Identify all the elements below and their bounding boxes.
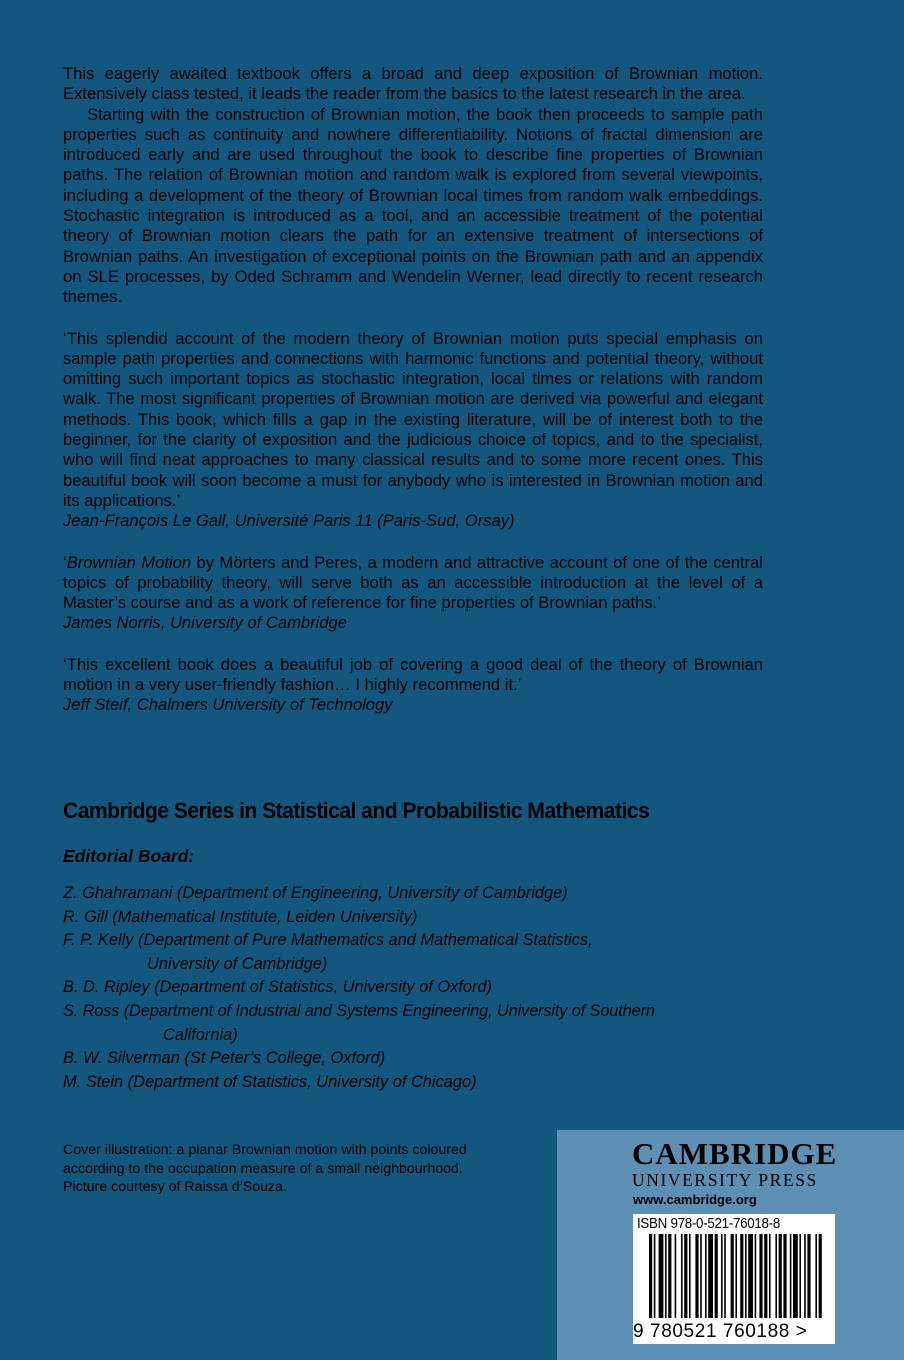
barcode-bar	[740, 1234, 743, 1318]
barcode-bar	[731, 1234, 734, 1318]
publisher-panel	[557, 1130, 904, 1360]
barcode	[633, 1214, 835, 1344]
barcode-bar	[735, 1234, 737, 1318]
ean-digits: 9 780521 760188 >	[633, 1321, 808, 1342]
board-member: M. Stein (Department of Statistics, University of Chicago)	[63, 1072, 477, 1091]
barcode-bar	[708, 1234, 713, 1318]
barcode-bar	[668, 1234, 671, 1318]
description-block	[63, 64, 763, 716]
barcode-bar	[649, 1234, 652, 1318]
barcode-bar	[654, 1234, 656, 1318]
publisher-website: www.cambridge.org	[633, 1192, 757, 1207]
barcode-bar	[748, 1234, 753, 1318]
editorial-board-list	[63, 882, 763, 1094]
barcode-bar	[779, 1234, 782, 1318]
barcode-bar	[695, 1234, 698, 1318]
barcode-bar	[790, 1234, 792, 1318]
barcode-bar	[793, 1234, 798, 1318]
quote-text: ‘This splendid account of the modern theory of Brownian motion puts special emphasis on sample path properties and connections with harmonic functions and potential theory, without omitting such important topics as stochastic integration, local times or relations with random walk. The most significant properties of Brownian motion are derived via powerful and elegant methods. This book, which fills a gap in the existing literature, will be of interest both to the beginner, for the clarity of exposition and the judicious choice of topics, and to the specialist, who will find neat approaches to many classical results and to some more recent ones. This beautiful book will soon become a must for anybody who is interested in Brownian motion and its applications.’	[63, 328, 763, 510]
barcode-bar	[705, 1234, 707, 1318]
barcode-bar	[715, 1234, 718, 1318]
board-member: F. P. Kelly (Department of Pure Mathematics and Mathematical Statistics, University of Cambridge)	[63, 931, 593, 973]
review-quote-2	[63, 553, 763, 634]
quote-attribution: Jeff Steif, Chalmers University of Technology	[63, 695, 393, 715]
publisher-logo-press: UNIVERSITY PRESS	[632, 1170, 818, 1190]
barcode-bar	[700, 1234, 702, 1318]
quote-attribution: Jean-François Le Gall, Université Paris 11 (Paris-Sud, Orsay)	[63, 511, 515, 531]
barcode-bar	[799, 1234, 801, 1318]
review-quote-3	[63, 655, 763, 716]
board-member: B. D. Ripley (Department of Statistics, University of Oxford)	[63, 978, 493, 997]
book-title: Brownian Motion	[66, 552, 192, 572]
barcode-bar	[764, 1234, 767, 1318]
barcode-bar	[807, 1234, 810, 1318]
intro-paragraph: This eagerly awaited textbook offers a broad and deep exposition of Brownian motion. Extensively class tested, it leads the reader from the basics to the latest research in the area.	[63, 64, 763, 104]
barcode-bar	[681, 1234, 683, 1318]
board-member: R. Gill (Mathematical Institute, Leiden University)	[63, 907, 418, 926]
barcode-bar	[759, 1234, 762, 1318]
barcode-bar	[755, 1234, 757, 1318]
review-quote-1	[63, 329, 763, 532]
series-title: Cambridge Series in Statistical and Probabilistic Mathematics	[63, 798, 650, 823]
quote-attribution: James Norris, University of Cambridge	[63, 613, 348, 633]
barcode-bar	[659, 1234, 664, 1318]
quote-text: ‘This excellent book does a beautiful job of covering a good deal of the theory of Brownian motion in a very user-friendly fashion… I highly recommend it.’	[63, 654, 763, 695]
board-member: B. W. Silverman (St Peter’s College, Oxford)	[63, 1049, 386, 1068]
barcode-bar	[775, 1234, 777, 1318]
barcode-bar	[689, 1234, 691, 1318]
barcode-bar	[804, 1234, 806, 1318]
barcode-bar	[675, 1234, 677, 1318]
barcode-icon	[637, 1234, 831, 1322]
board-member: Z. Ghahramani (Department of Engineering, University of Cambridge)	[63, 884, 568, 902]
barcode-bar	[665, 1234, 667, 1318]
body-paragraph: Starting with the construction of Brownian motion, the book then proceeds to sample path properties such as continuity and nowhere differentiability. Notions of fractal dimension are introduced early and are used throughout the book to describe fine properties of Brownian paths. The relation of Brownian motion and random walk is explored from several viewpoints, including a development of the theory of Brownian local times from random walk embeddings. Stochastic integration is introduced as a tool, and an accessible treatment of the potential theory of Brownian motion clears the path for an extensive treatment of intersections of Brownian paths. An investigation of exceptional points on the Brownian path and an appendix on SLE processes, by Oded Schramm and Wendelin Werner, lead directly to recent research themes.	[63, 104, 763, 307]
barcode-bar	[724, 1234, 726, 1318]
quote-text	[63, 553, 763, 614]
quote-open-mark: ‘	[63, 552, 67, 572]
barcode-bar	[819, 1234, 822, 1318]
publisher-logo-name: CAMBRIDGE	[632, 1136, 838, 1171]
quote-body: by Mörters and Peres, a modern and attractive account of one of the central topics of probability theory, will serve both as an accessible introduction at the level of a Master’s course and as a work of reference for fine properties of Brownian paths.’	[63, 552, 763, 613]
barcode-bar	[721, 1234, 723, 1318]
barcode-bar	[815, 1234, 817, 1318]
barcode-bar	[745, 1234, 747, 1318]
barcode-bar	[783, 1234, 786, 1318]
board-member: S. Ross (Department of Industrial and Systems Engineering, University of Southern California)	[63, 1001, 655, 1044]
editorial-board-label: Editorial Board:	[63, 846, 195, 866]
isbn-label: ISBN 978-0-521-76018-8	[637, 1216, 780, 1232]
barcode-bar	[769, 1234, 771, 1318]
barcode-bar	[684, 1234, 687, 1318]
cover-illustration-credit: Cover illustration: a planar Brownian motion with points coloured according to the occupation measure of a small neighbourhood. Picture courtesy of Raissa d’Souza.	[63, 1142, 467, 1196]
